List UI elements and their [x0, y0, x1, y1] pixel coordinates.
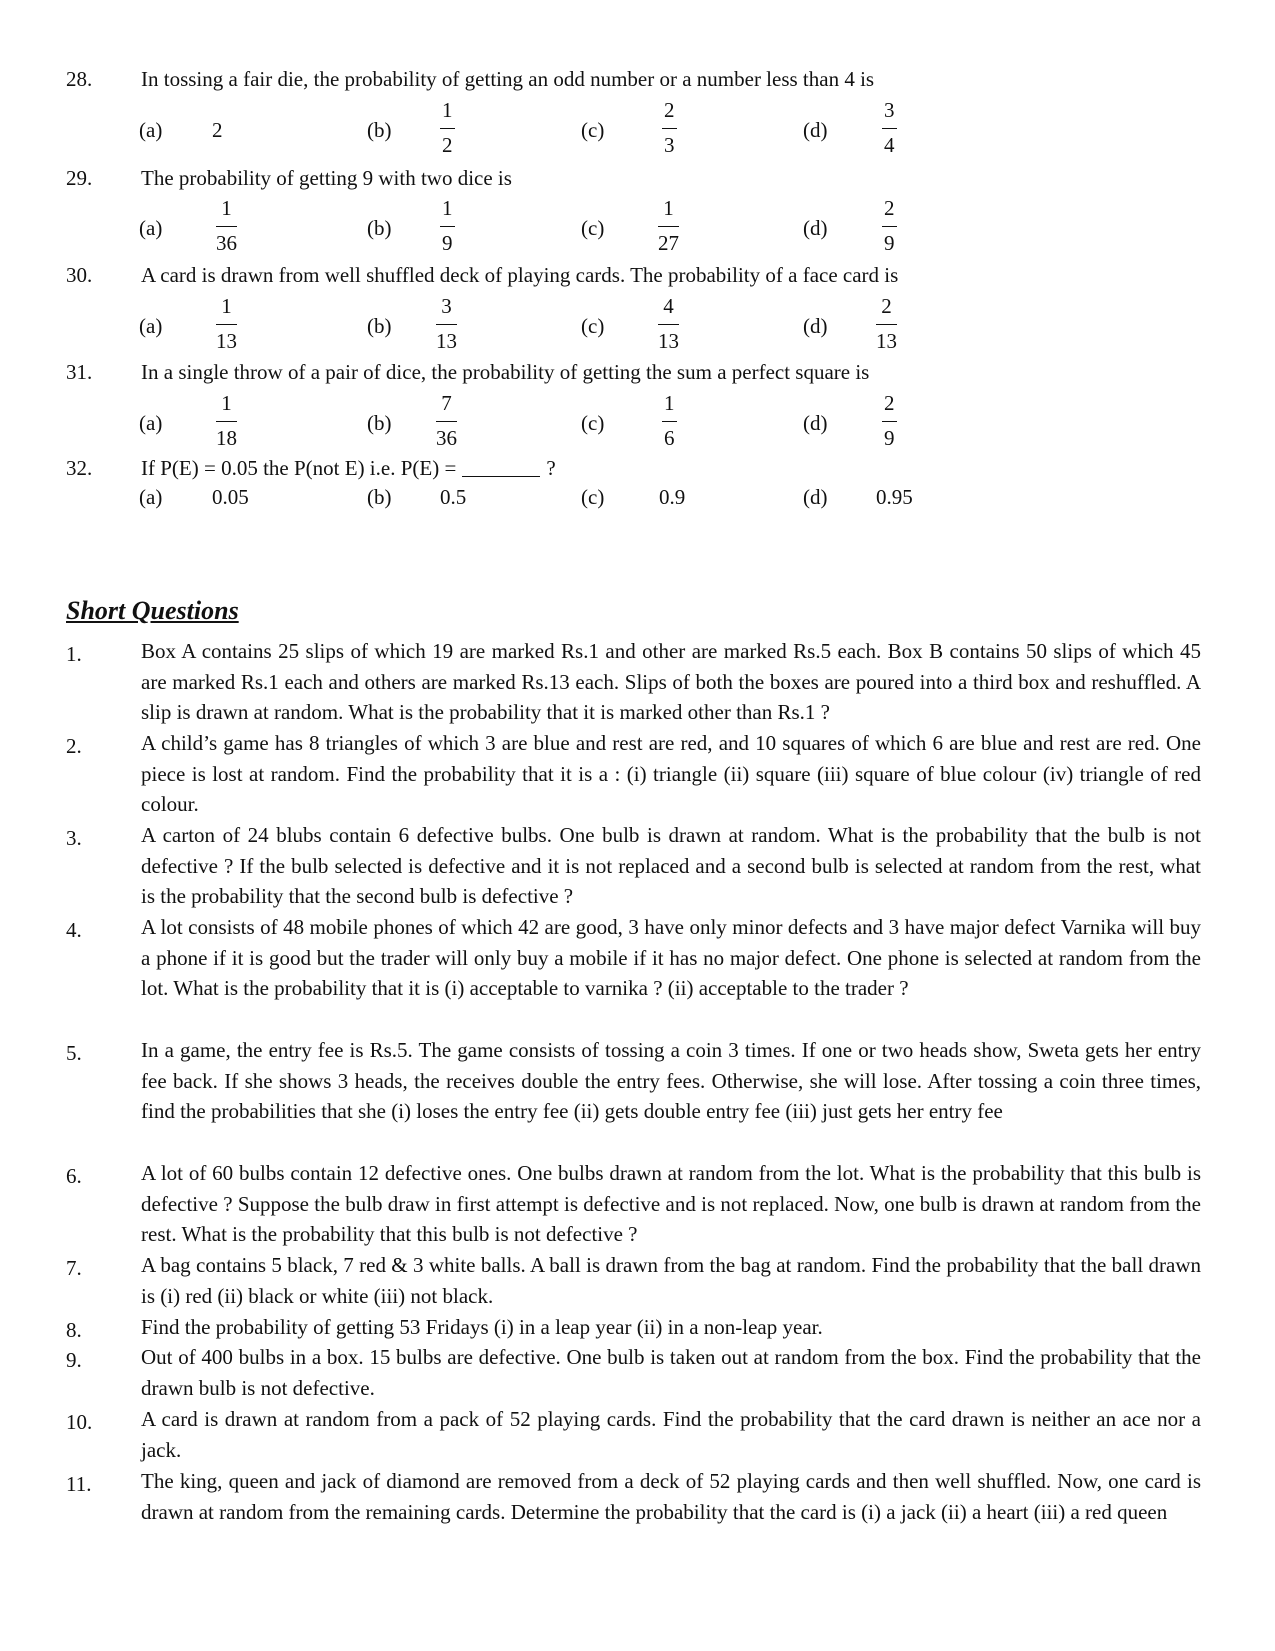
option-label: (d): [803, 118, 828, 142]
option-label: (d): [803, 216, 828, 240]
answer-blank: [462, 476, 540, 477]
fraction-denominator: 2: [442, 133, 453, 157]
fraction-denominator: 13: [876, 329, 897, 353]
question-number: 4.: [66, 918, 82, 942]
question-mark: ?: [546, 456, 556, 480]
question-text: A bag contains 5 black, 7 red & 3 white balls. A ball is drawn from the bag at random. Find the probability that the ball drawn is (i) red (ii) black or white (iii) not black.: [141, 1253, 1201, 1308]
question-number: 5.: [66, 1041, 82, 1065]
question-number: 9.: [66, 1348, 82, 1372]
option-label: (a): [139, 216, 163, 240]
option-fraction: [882, 198, 897, 254]
fraction-numerator: 1: [664, 391, 675, 415]
option-label: (d): [803, 411, 828, 435]
fraction-bar: [662, 128, 677, 129]
question-text: In tossing a fair die, the probability of getting an odd number or a number less than 4 is: [141, 67, 875, 91]
option-fraction: [882, 100, 897, 156]
option-label: (b): [367, 485, 392, 509]
option-label: (c): [581, 411, 605, 435]
fraction-bar: [882, 128, 897, 129]
fraction-bar: [440, 128, 455, 129]
option-label: (c): [581, 118, 605, 142]
fraction-bar: [436, 421, 457, 422]
option-value: 0.5: [440, 485, 467, 509]
option-label: (a): [139, 118, 163, 142]
fraction-numerator: 1: [442, 196, 453, 220]
option-fraction: [440, 198, 455, 254]
question-number: 31.: [66, 360, 93, 384]
option-value: 0.9: [659, 485, 686, 509]
option-fraction: [662, 393, 677, 449]
option-label: (b): [367, 411, 392, 435]
option-fraction: [876, 296, 897, 352]
fraction-denominator: 13: [658, 329, 679, 353]
option-value: 0.05: [212, 485, 249, 509]
option-fraction: [216, 393, 237, 449]
fraction-bar: [882, 421, 897, 422]
fraction-denominator: 27: [658, 231, 679, 255]
option-fraction: [436, 296, 457, 352]
option-label: (c): [581, 485, 605, 509]
fraction-denominator: 4: [884, 133, 895, 157]
option-fraction: [216, 198, 237, 254]
option-value: 0.95: [876, 485, 913, 509]
fraction-bar: [876, 324, 897, 325]
fraction-denominator: 13: [436, 329, 457, 353]
fraction-bar: [436, 324, 457, 325]
question-number: 32.: [66, 456, 93, 480]
fraction-numerator: 3: [441, 294, 452, 318]
option-label: (a): [139, 411, 163, 435]
option-label: (d): [803, 314, 828, 338]
option-label: (b): [367, 314, 392, 338]
fraction-numerator: 2: [884, 196, 895, 220]
option-fraction: [658, 198, 679, 254]
fraction-numerator: 2: [884, 391, 895, 415]
question-text: A lot consists of 48 mobile phones of which 42 are good, 3 have only minor defects and 3 have major defect Varnika will buy a phone if it is good but the trader will only buy a mobile if it has no major defect. One phone is selected at random from the lot. What is the probability that it is (i) acceptable to varnika ? (ii) acceptable to the trader ?: [141, 915, 1201, 1000]
fraction-bar: [658, 226, 679, 227]
fraction-bar: [882, 226, 897, 227]
question-number: 6.: [66, 1164, 82, 1188]
question-number: 3.: [66, 826, 82, 850]
fraction-denominator: 9: [884, 231, 895, 255]
fraction-numerator: 1: [442, 98, 453, 122]
question-number: 29.: [66, 166, 93, 190]
fraction-denominator: 6: [664, 426, 675, 450]
fraction-denominator: 36: [216, 231, 237, 255]
question-text: The king, queen and jack of diamond are removed from a deck of 52 playing cards and then well shuffled. Now, one card is drawn at random from the remaining cards. Determine the probability that the card is (i) a jack (ii) a heart (iii) a red queen: [141, 1469, 1201, 1524]
fraction-numerator: 2: [664, 98, 675, 122]
fraction-denominator: 9: [884, 426, 895, 450]
option-label: (b): [367, 216, 392, 240]
fraction-numerator: 3: [884, 98, 895, 122]
fraction-bar: [658, 324, 679, 325]
option-value: 2: [212, 118, 223, 142]
fraction-denominator: 3: [664, 133, 675, 157]
option-fraction: [440, 100, 455, 156]
question-number: 7.: [66, 1256, 82, 1280]
fraction-numerator: 1: [221, 196, 232, 220]
option-fraction: [216, 296, 237, 352]
question-text: A card is drawn at random from a pack of 52 playing cards. Find the probability that the card drawn is neither an ace nor a jack.: [141, 1407, 1201, 1462]
question-number: 8.: [66, 1318, 82, 1342]
option-fraction: [436, 393, 457, 449]
question-text-before: If P(E) = 0.05 the P(not E) i.e. P(E) =: [141, 456, 457, 480]
option-label: (a): [139, 314, 163, 338]
option-label: (a): [139, 485, 163, 509]
question-text: Box A contains 25 slips of which 19 are marked Rs.1 and other are marked Rs.5 each. Box B contains 50 slips of which 45 are marked Rs.1 each and others are marked Rs.13 each. Slips of both the boxes are poured into a third box and reshuffled. A slip is drawn at random. What is the probability that it is marked other than Rs.1 ?: [141, 639, 1201, 724]
question-text: In a single throw of a pair of dice, the probability of getting the sum a perfect square is: [141, 360, 870, 384]
fraction-numerator: 7: [441, 391, 452, 415]
question-number: 10.: [66, 1410, 93, 1434]
question-number: 1.: [66, 642, 82, 666]
question-text: The probability of getting 9 with two dice is: [141, 166, 512, 190]
fraction-numerator: 1: [221, 294, 232, 318]
option-label: (b): [367, 118, 392, 142]
fraction-denominator: 13: [216, 329, 237, 353]
fraction-bar: [440, 226, 455, 227]
option-fraction: [662, 100, 677, 156]
question-number: 28.: [66, 67, 93, 91]
fraction-denominator: 36: [436, 426, 457, 450]
question-number: 2.: [66, 734, 82, 758]
fraction-numerator: 4: [663, 294, 674, 318]
fraction-numerator: 2: [881, 294, 892, 318]
question-text: [141, 456, 556, 481]
fraction-denominator: 18: [216, 426, 237, 450]
option-fraction: [882, 393, 897, 449]
option-label: (c): [581, 216, 605, 240]
question-number: 11.: [66, 1472, 92, 1496]
question-text: A lot of 60 bulbs contain 12 defective ones. One bulbs drawn at random from the lot. What is the probability that this bulb is defective ? Suppose the bulb draw in first attempt is defective and is not replaced. Now, one bulb is drawn at random from the rest. What is the probability that this bulb is not defective ?: [141, 1161, 1201, 1246]
question-text: A child’s game has 8 triangles of which 3 are blue and rest are red, and 10 squares of which 6 are blue and rest are red. One piece is lost at random. Find the probability that it is a : (i) triangle (ii) square (iii) square of blue colour (iv) triangle of red colour.: [141, 731, 1201, 816]
fraction-numerator: 1: [663, 196, 674, 220]
option-fraction: [658, 296, 679, 352]
fraction-bar: [216, 324, 237, 325]
question-text: A card is drawn from well shuffled deck of playing cards. The probability of a face card is: [141, 263, 899, 287]
option-label: (c): [581, 314, 605, 338]
question-number: 30.: [66, 263, 93, 287]
option-label: (d): [803, 485, 828, 509]
fraction-bar: [662, 421, 677, 422]
section-heading: Short Questions: [66, 596, 239, 625]
fraction-bar: [216, 226, 237, 227]
fraction-bar: [216, 421, 237, 422]
fraction-denominator: 9: [442, 231, 453, 255]
question-text: A carton of 24 blubs contain 6 defective bulbs. One bulb is drawn at random. What is the probability that the bulb is not defective ? If the bulb selected is defective and it is not replaced and a second bulb is selected at random from the rest, what is the probability that the second bulb is defective ?: [141, 823, 1201, 908]
question-text: In a game, the entry fee is Rs.5. The game consists of tossing a coin 3 times. If one or two heads show, Sweta gets her entry fee back. If she shows 3 heads, the receives double the entry fees. Otherwise, she will lose. After tossing a coin three times, find the probabilities that she (i) loses the entry fee (ii) gets double entry fee (iii) just gets her entry fee: [141, 1038, 1201, 1123]
question-text: Out of 400 bulbs in a box. 15 bulbs are defective. One bulb is taken out at random from the box. Find the probability that the drawn bulb is not defective.: [141, 1345, 1201, 1400]
question-text: Find the probability of getting 53 Fridays (i) in a leap year (ii) in a non-leap year.: [141, 1315, 823, 1339]
fraction-numerator: 1: [221, 391, 232, 415]
